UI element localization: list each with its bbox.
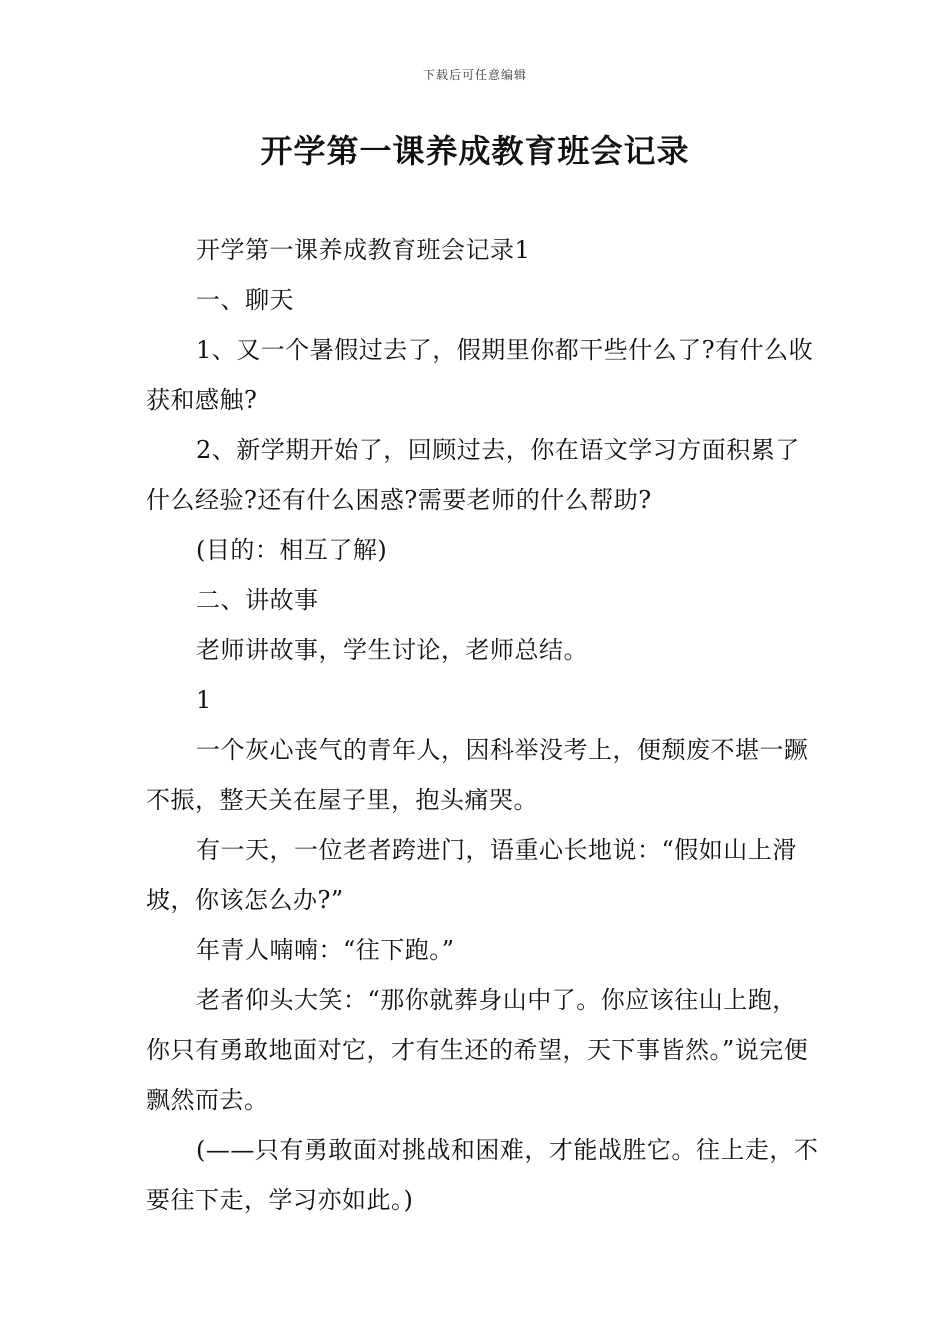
paragraph-subtitle: 开学第一课养成教育班会记录1 [196,236,531,264]
paragraph-story-number: 1 [196,686,212,714]
document-body [146,225,821,1225]
paragraph-story-3: 年青人喃喃：“往下跑。” [196,936,455,964]
paragraph-story-intro: 老师讲故事，学生讨论，老师总结。 [196,636,588,664]
header-note: 下载后可任意编辑 [422,68,527,82]
paragraph-story-4: 老者仰头大笑：“那你就葬身山中了。你应该往山上跑，你只有勇敢地面对它，才有生还的希望，天下事皆然。”说完便飘然而去。 [146,986,809,1114]
paragraph-question-2: 2、新学期开始了，回顾过去，你在语文学习方面积累了什么经验?还有什么困惑?需要老师的什么帮助? [146,436,800,514]
paragraph-section-story: 二、讲故事 [196,586,319,614]
paragraph-purpose: (目的：相互了解) [196,536,388,564]
paragraph-question-1: 1、又一个暑假过去了，假期里你都干些什么了?有什么收获和感触? [146,336,814,414]
paragraph-moral: (——只有勇敢面对挑战和困难，才能战胜它。往上走，不要往下走，学习亦如此。) [146,1136,819,1214]
paragraph-story-1: 一个灰心丧气的青年人，因科举没考上，便颓废不堪一蹶不振，整天关在屋子里，抱头痛哭。 [146,736,809,814]
paragraph-section-chat: 一、聊天 [196,286,294,314]
document-title: 开学第一课养成教育班会记录 [260,132,690,170]
paragraph-story-2: 有一天，一位老者跨进门，语重心长地说：“假如山上滑坡，你该怎么办?” [146,836,797,914]
